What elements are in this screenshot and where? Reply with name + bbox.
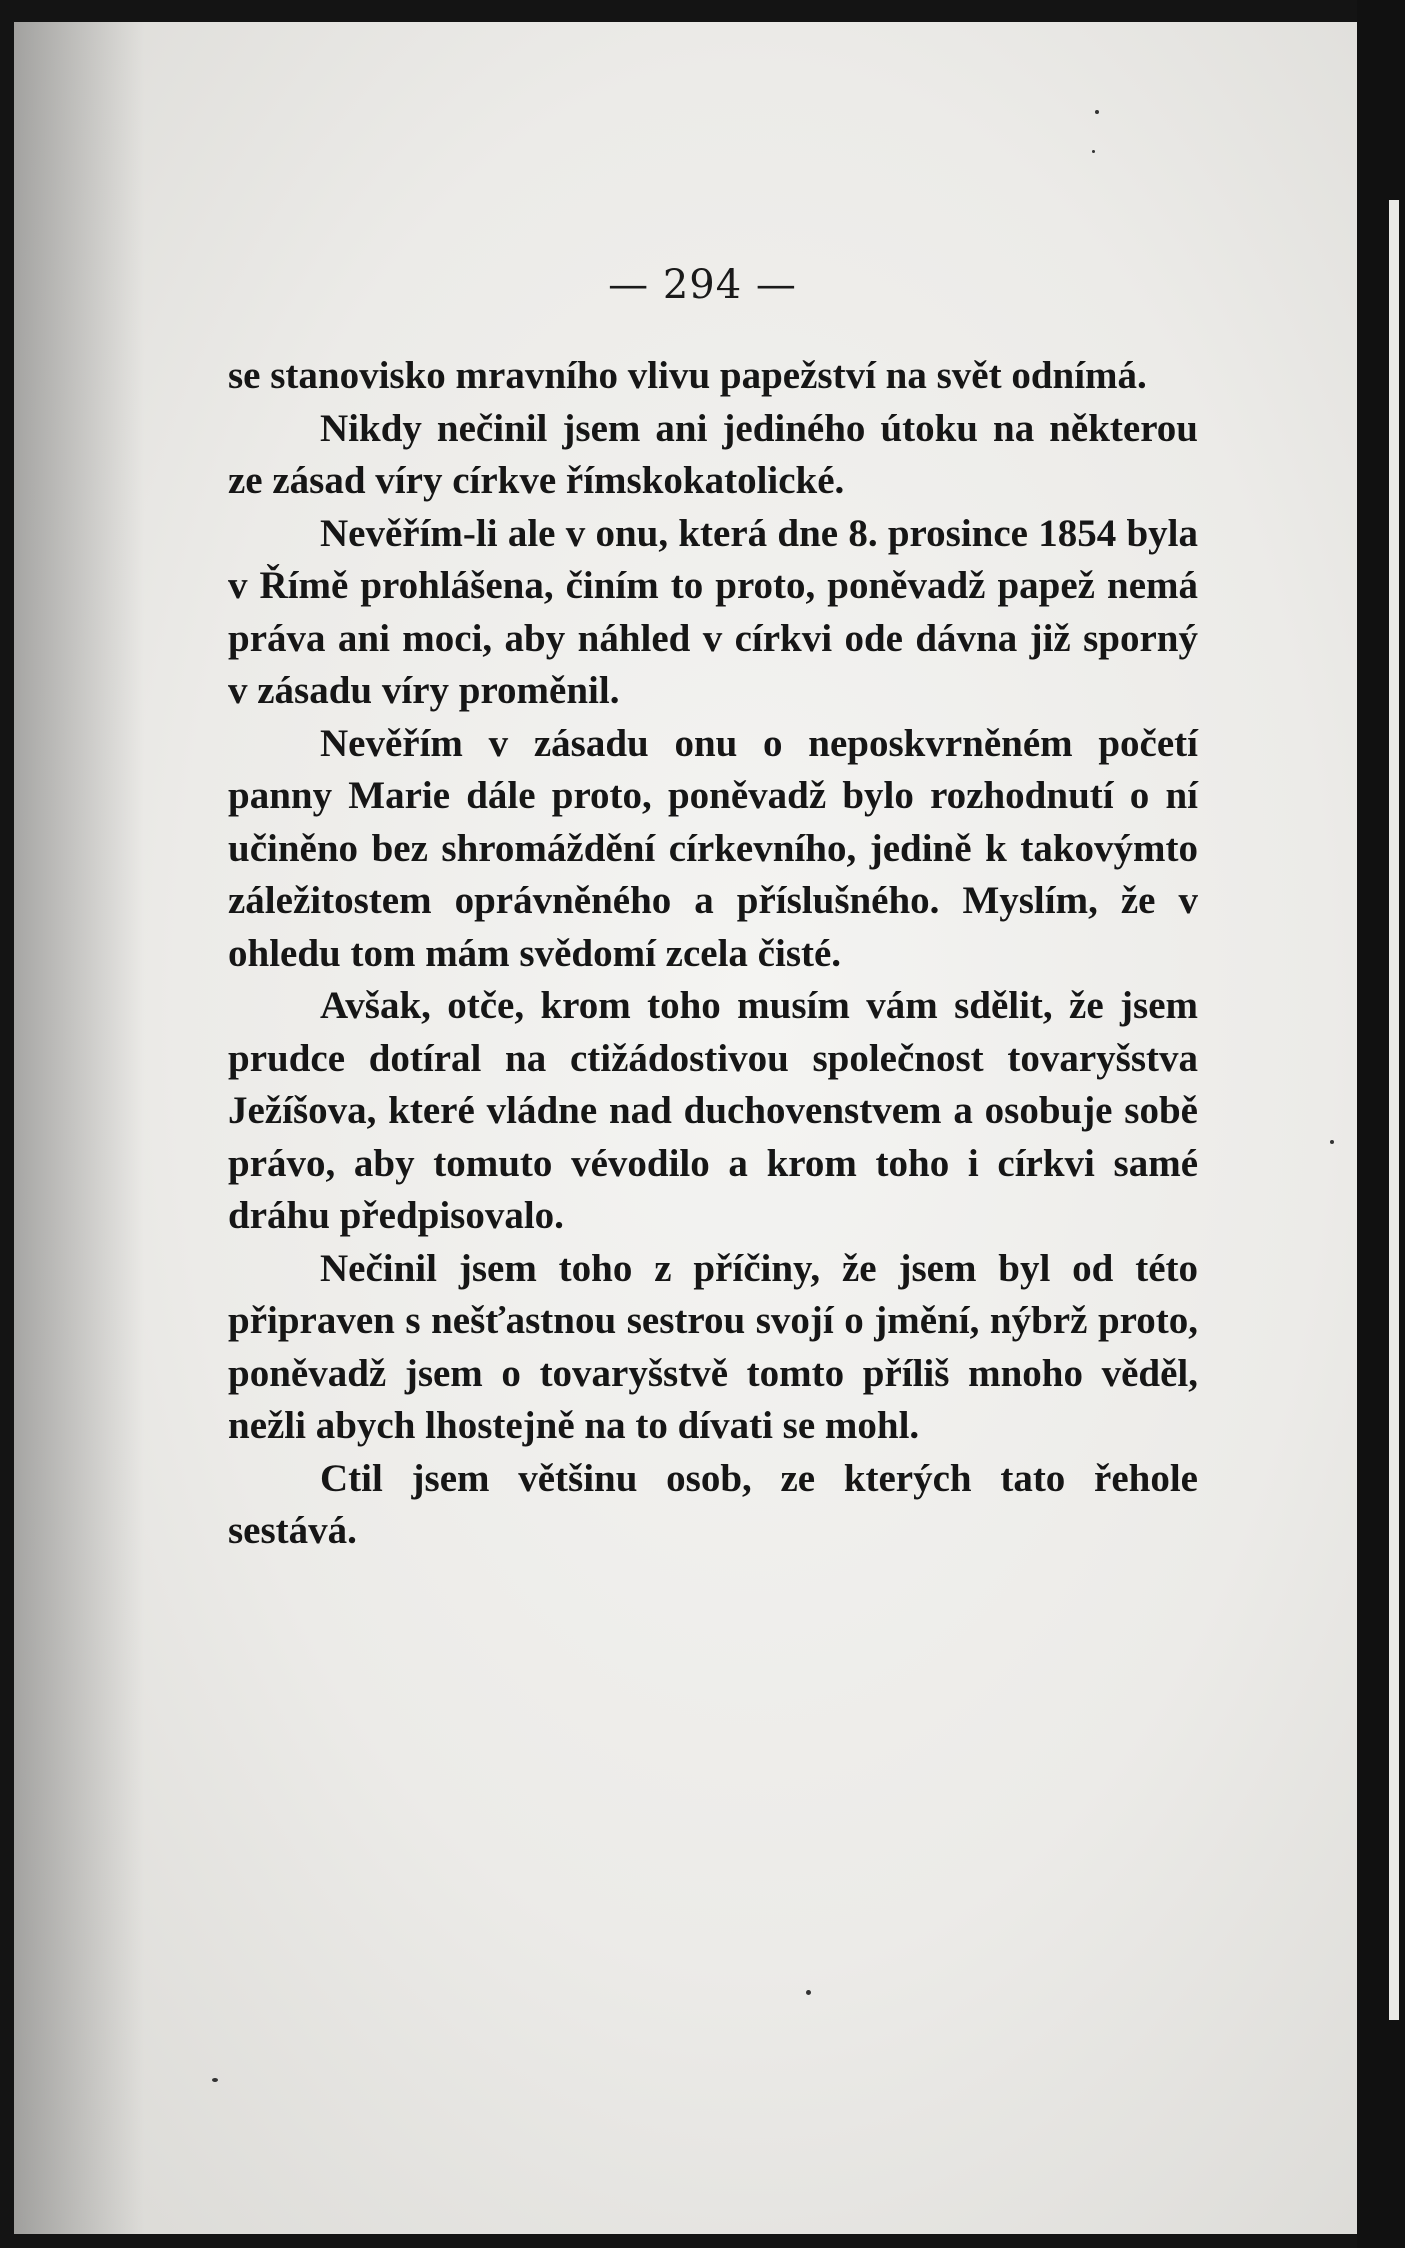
dust-speck [1092, 150, 1095, 153]
paragraph: Avšak, otče, krom toho musím vám sdělit, že jsem prudce dotíral na ctižádostivou společnost tovaryšstva Ježíšova, které vládne nad duchovenstvem a osobuje sobě právo, aby tomuto vévodilo a krom toho i církvi samé dráhu předpisovalo. [228, 984, 1198, 1237]
dust-speck [1095, 110, 1099, 114]
body-text [228, 350, 1198, 1558]
dust-speck [212, 2078, 218, 2082]
paragraph: Nečinil jsem toho z příčiny, že jsem byl od této připraven s nešťastnou sestrou svojí o jmění, nýbrž proto, poněvadž jsem o tovaryšstvě tomto příliš mnoho věděl, nežli abych lhostejně na to dívati se mohl. [228, 1246, 1198, 1447]
page-number: — 294 — [608, 262, 797, 308]
paragraph: Nevěřím v zásadu onu o neposkvrněném početí panny Marie dále proto, poněvadž bylo rozhodnutí o ní učiněno bez shromáždění církevního, jedině k takovýmto záležitostem oprávněného a příslušného. Myslím, že v ohledu tom mám svědomí zcela čisté. [228, 721, 1198, 975]
dust-speck [1330, 1140, 1334, 1144]
dust-speck [806, 1990, 811, 1995]
next-page-edge [1389, 200, 1399, 2020]
paragraph: Ctil jsem většinu osob, ze kterých tato řehole sestává. [228, 1456, 1198, 1552]
paragraph: Nevěřím-li ale v onu, která dne 8. prosince 1854 byla v Římě prohlášena, činím to proto, poněvadž papež nemá práva ani moci, aby náhled v církvi ode dávna již sporný v zásadu víry proměnil. [228, 511, 1198, 712]
paragraph: Nikdy nečinil jsem ani jediného útoku na některou ze zásad víry církve římskokatolické. [228, 406, 1198, 502]
paragraph: se stanovisko mravního vlivu papežství na svět odnímá. [228, 354, 1147, 397]
